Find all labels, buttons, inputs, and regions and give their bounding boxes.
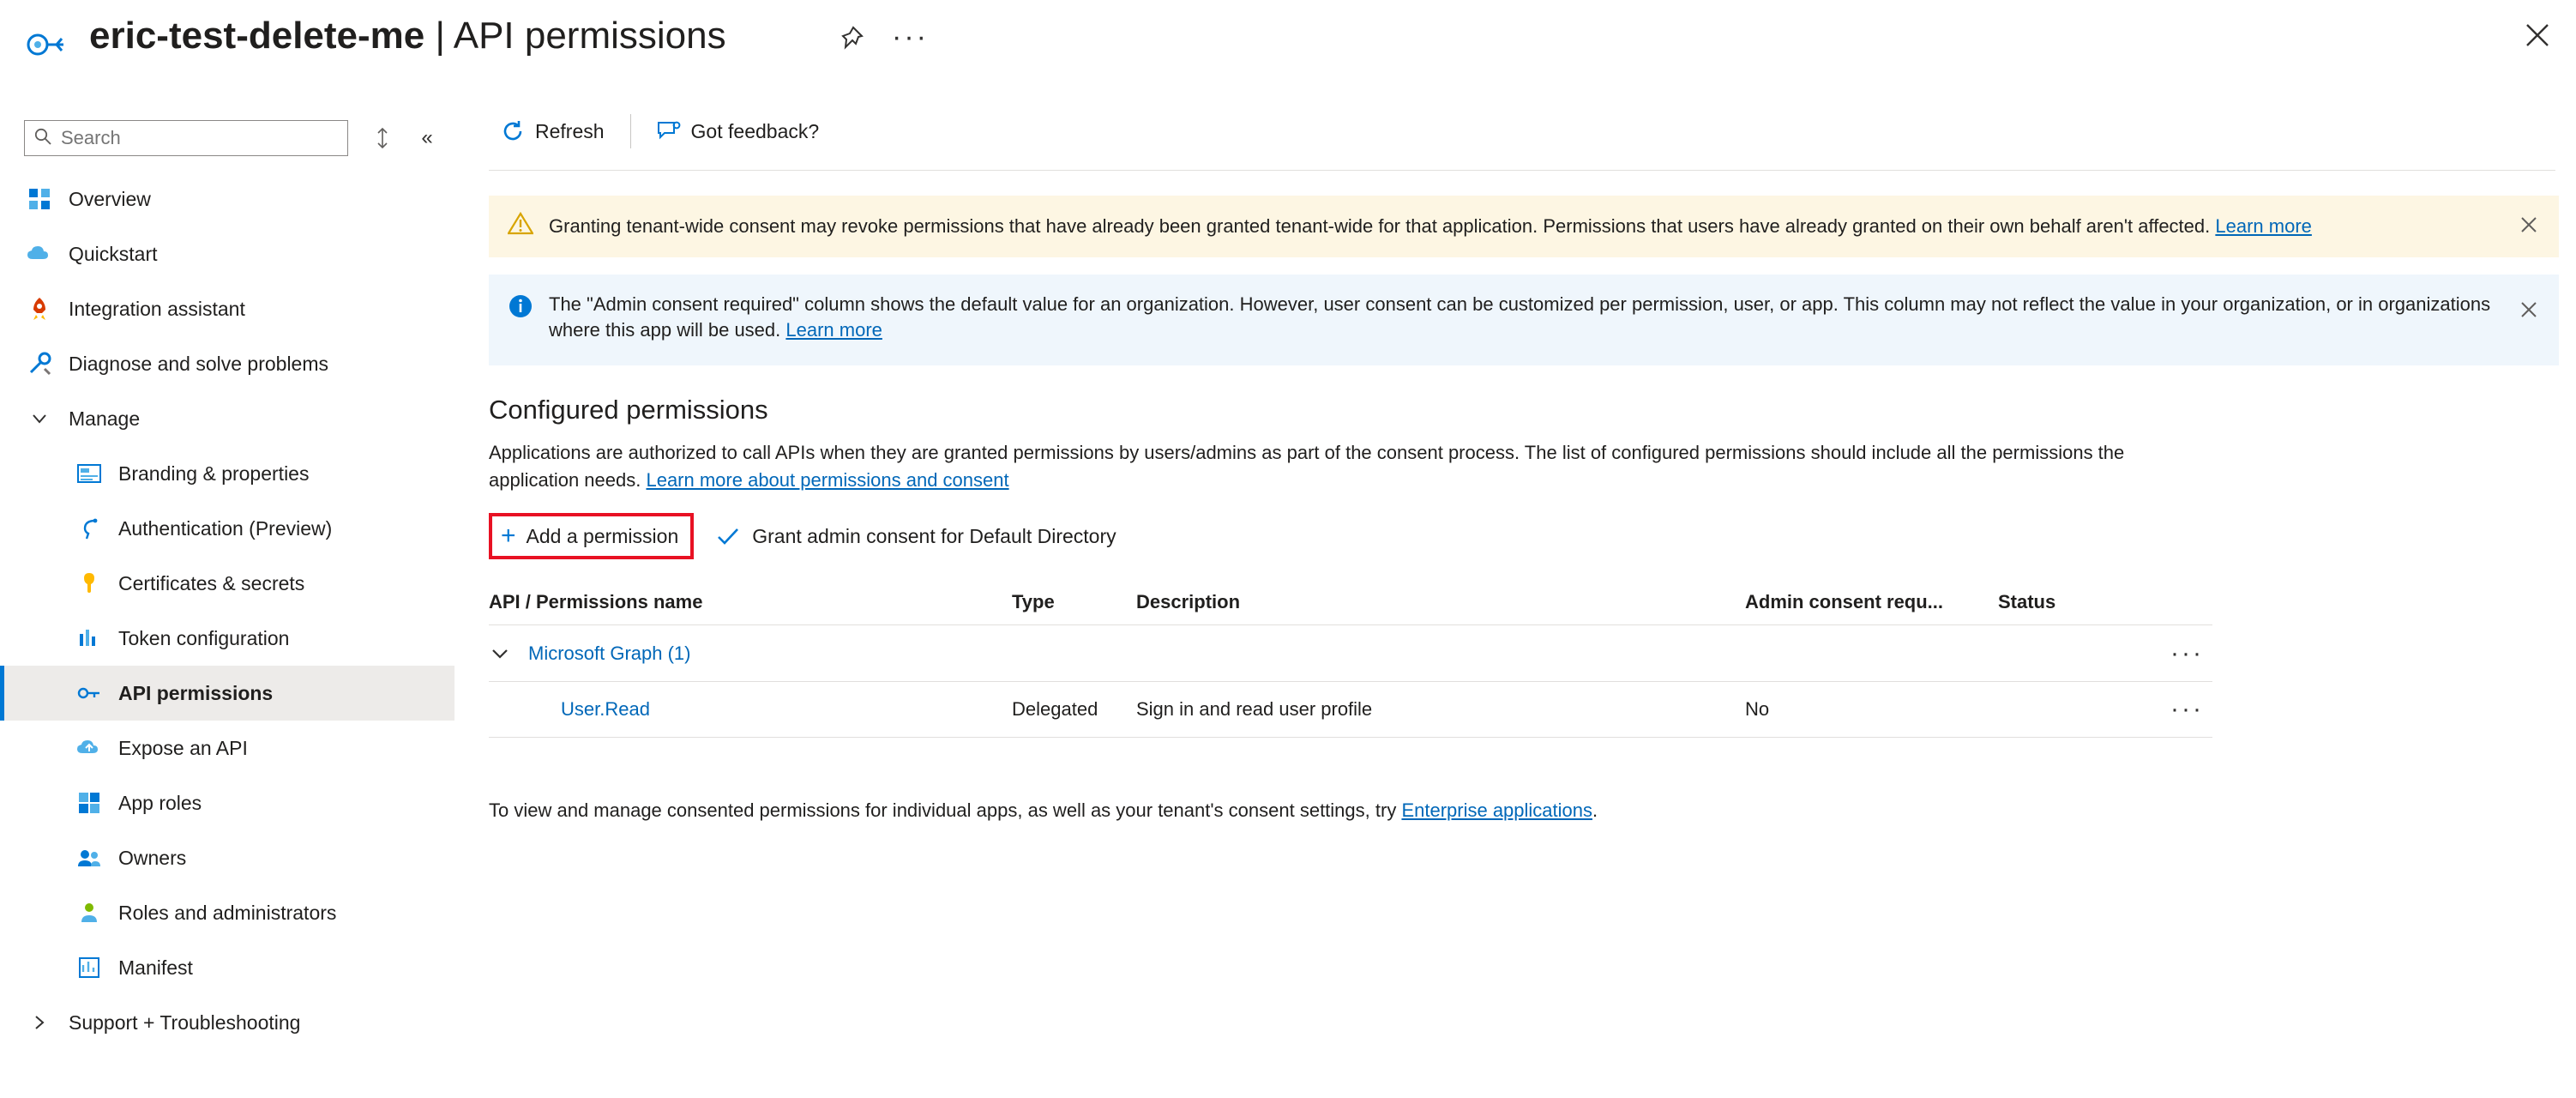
got-feedback-label: Got feedback? <box>690 119 820 142</box>
group-name-cell <box>489 643 1012 665</box>
token-icon <box>74 623 105 654</box>
pin-icon[interactable] <box>836 24 865 53</box>
chevron-right-icon <box>24 1013 55 1032</box>
sidebar-item-owners[interactable] <box>0 830 454 885</box>
page-header <box>0 0 2576 96</box>
permissions-consent-learn-more-link[interactable]: Learn more about permissions and consent <box>646 469 1009 491</box>
api-permissions-icon <box>74 678 105 709</box>
got-feedback-button[interactable] <box>645 110 832 153</box>
app-registration-icon <box>26 26 67 63</box>
sidebar-item-label: App roles <box>118 791 202 814</box>
sidebar-item-label: Roles and administrators <box>118 901 337 924</box>
column-header-admin-consent: Admin consent requ... <box>1745 591 1944 612</box>
command-bar-divider <box>489 170 2555 171</box>
page-title-page: API permissions <box>453 15 726 57</box>
checkmark-icon <box>716 526 740 546</box>
permission-admin-consent-cell: No <box>1745 698 1770 720</box>
roles-icon <box>74 897 105 928</box>
command-separator <box>630 114 631 148</box>
sidebar-item-branding-and-properties[interactable] <box>0 446 454 501</box>
add-a-permission-button[interactable] <box>489 513 694 559</box>
grant-admin-consent-button[interactable] <box>716 525 1116 548</box>
sidebar-item-label: Overview <box>69 187 151 210</box>
sidebar-item-manifest[interactable] <box>0 940 454 995</box>
add-a-permission-label: Add a permission <box>526 524 679 547</box>
group-link-microsoft-graph[interactable]: Microsoft Graph (1) <box>528 642 691 664</box>
authentication-icon <box>74 513 105 544</box>
column-header-description: Description <box>1136 591 1241 612</box>
sidebar-group-label: Support + Troubleshooting <box>69 1011 301 1034</box>
sidebar-item-label: Quickstart <box>69 242 158 265</box>
permission-name-cell <box>489 698 1012 721</box>
sidebar-item-label: Owners <box>118 846 187 869</box>
sidebar-item-certificates-and-secrets[interactable] <box>0 556 454 611</box>
sidebar-item-label: Authentication (Preview) <box>118 516 333 540</box>
app-roles-icon <box>74 787 105 818</box>
refresh-label: Refresh <box>535 119 605 142</box>
search-input[interactable] <box>59 126 316 150</box>
sidebar-item-api-permissions[interactable] <box>0 666 454 721</box>
enterprise-applications-link[interactable]: Enterprise applications <box>1401 799 1593 821</box>
sidebar-item-diagnose-and-solve-problems[interactable] <box>0 336 454 391</box>
search-box[interactable] <box>24 120 348 156</box>
page-title-separator: | <box>424 15 454 57</box>
close-icon[interactable] <box>2521 19 2554 51</box>
plus-icon: + <box>501 522 516 550</box>
sidebar-nav-list <box>0 172 454 1050</box>
chevron-down-icon <box>24 409 55 428</box>
header-more-icon[interactable]: ··· <box>892 21 929 53</box>
sidebar-item-roles-and-administrators[interactable] <box>0 885 454 940</box>
warning-banner-close-icon[interactable] <box>2518 214 2543 239</box>
table-row[interactable] <box>489 681 2212 738</box>
expose-api-icon <box>74 733 105 763</box>
enterprise-applications-footnote: To view and manage consented permissions for individual apps, as well as your tenant's consent settings, try Enterprise applications. <box>489 799 1598 821</box>
grid-icon <box>24 184 55 214</box>
admin-consent-info-banner <box>489 274 2559 365</box>
cloud-icon <box>24 238 55 269</box>
permission-description-cell: Sign in and read user profile <box>1136 698 1373 720</box>
group-row-menu-icon[interactable]: ··· <box>2170 638 2204 667</box>
sidebar <box>0 103 454 1098</box>
branding-icon <box>74 458 105 489</box>
sidebar-item-label: Integration assistant <box>69 297 245 320</box>
column-header-type: Type <box>1012 591 1055 612</box>
refresh-button[interactable] <box>489 110 617 153</box>
sidebar-group-support-troubleshooting[interactable] <box>0 995 454 1050</box>
info-icon <box>508 293 533 326</box>
tenant-consent-warning-banner <box>489 196 2559 257</box>
configured-permissions-title: Configured permissions <box>489 395 768 425</box>
page-title-resource: eric-test-delete-me <box>89 15 425 57</box>
feedback-icon <box>657 120 681 142</box>
sidebar-item-authentication-preview[interactable] <box>0 501 454 556</box>
sidebar-item-label: Expose an API <box>118 736 248 759</box>
sidebar-item-label: API permissions <box>118 681 274 704</box>
grant-admin-consent-label: Grant admin consent for Default Directory <box>752 524 1116 547</box>
warning-banner-text: Granting tenant-wide consent may revoke permissions that have already been granted tenant-wide for that application. Permissions that users have already granted on their own behalf aren't affected. Learn more <box>549 215 2312 237</box>
owners-icon <box>74 842 105 873</box>
search-icon <box>33 127 52 150</box>
command-bar <box>489 103 831 160</box>
sidebar-item-quickstart[interactable] <box>0 226 454 281</box>
info-learn-more-link[interactable]: Learn more <box>785 319 882 341</box>
key-icon <box>74 568 105 599</box>
rocket-icon <box>24 293 55 324</box>
table-header-row <box>489 580 2212 624</box>
info-banner-text: The "Admin consent required" column shows the default value for an organization. However, user consent can be customized per permission, user, or app. This column may not reflect the value in your organization, or in organizations where this app will be used. Learn more <box>549 293 2491 341</box>
permission-link-user-read[interactable]: User.Read <box>561 698 650 720</box>
configured-permissions-description: Applications are authorized to call APIs when they are granted permissions by users/admins as part of the consent process. The list of configured permissions should include all the permissions the application needs. Learn more about permissions and consent <box>489 442 2125 491</box>
sort-icon[interactable] <box>367 122 398 154</box>
warning-icon <box>508 212 533 243</box>
sidebar-item-label: Token configuration <box>118 626 290 649</box>
configured-permissions-table <box>489 580 2212 738</box>
permission-row-menu-icon[interactable]: ··· <box>2170 695 2204 723</box>
sidebar-item-integration-assistant[interactable] <box>0 281 454 336</box>
permission-type-cell: Delegated <box>1012 698 1098 720</box>
sidebar-item-label: Branding & properties <box>118 462 310 485</box>
sidebar-item-app-roles[interactable] <box>0 775 454 830</box>
page-title <box>89 12 726 60</box>
main-content <box>489 103 2576 1098</box>
wrench-icon <box>24 348 55 379</box>
sidebar-item-label: Certificates & secrets <box>118 571 305 594</box>
refresh-icon <box>501 119 525 143</box>
sidebar-item-token-configuration[interactable] <box>0 611 454 666</box>
sidebar-item-label: Diagnose and solve problems <box>69 352 329 375</box>
info-banner-close-icon[interactable] <box>2518 299 2543 324</box>
sidebar-search-row <box>24 120 436 156</box>
collapse-sidebar-icon[interactable]: « <box>421 126 433 149</box>
sidebar-item-label: Manifest <box>118 956 193 979</box>
chevron-down-icon[interactable] <box>489 643 528 665</box>
sidebar-group-label: Manage <box>69 407 141 430</box>
sidebar-group-manage[interactable] <box>0 391 454 446</box>
permissions-action-row <box>489 513 1116 559</box>
warning-learn-more-link[interactable]: Learn more <box>2215 215 2312 237</box>
table-group-row[interactable] <box>489 624 2212 681</box>
column-header-name: API / Permissions name <box>489 591 703 612</box>
manifest-icon <box>74 952 105 983</box>
column-header-status: Status <box>1998 591 2056 612</box>
sidebar-item-expose-an-api[interactable] <box>0 721 454 775</box>
sidebar-item-overview[interactable] <box>0 172 454 226</box>
